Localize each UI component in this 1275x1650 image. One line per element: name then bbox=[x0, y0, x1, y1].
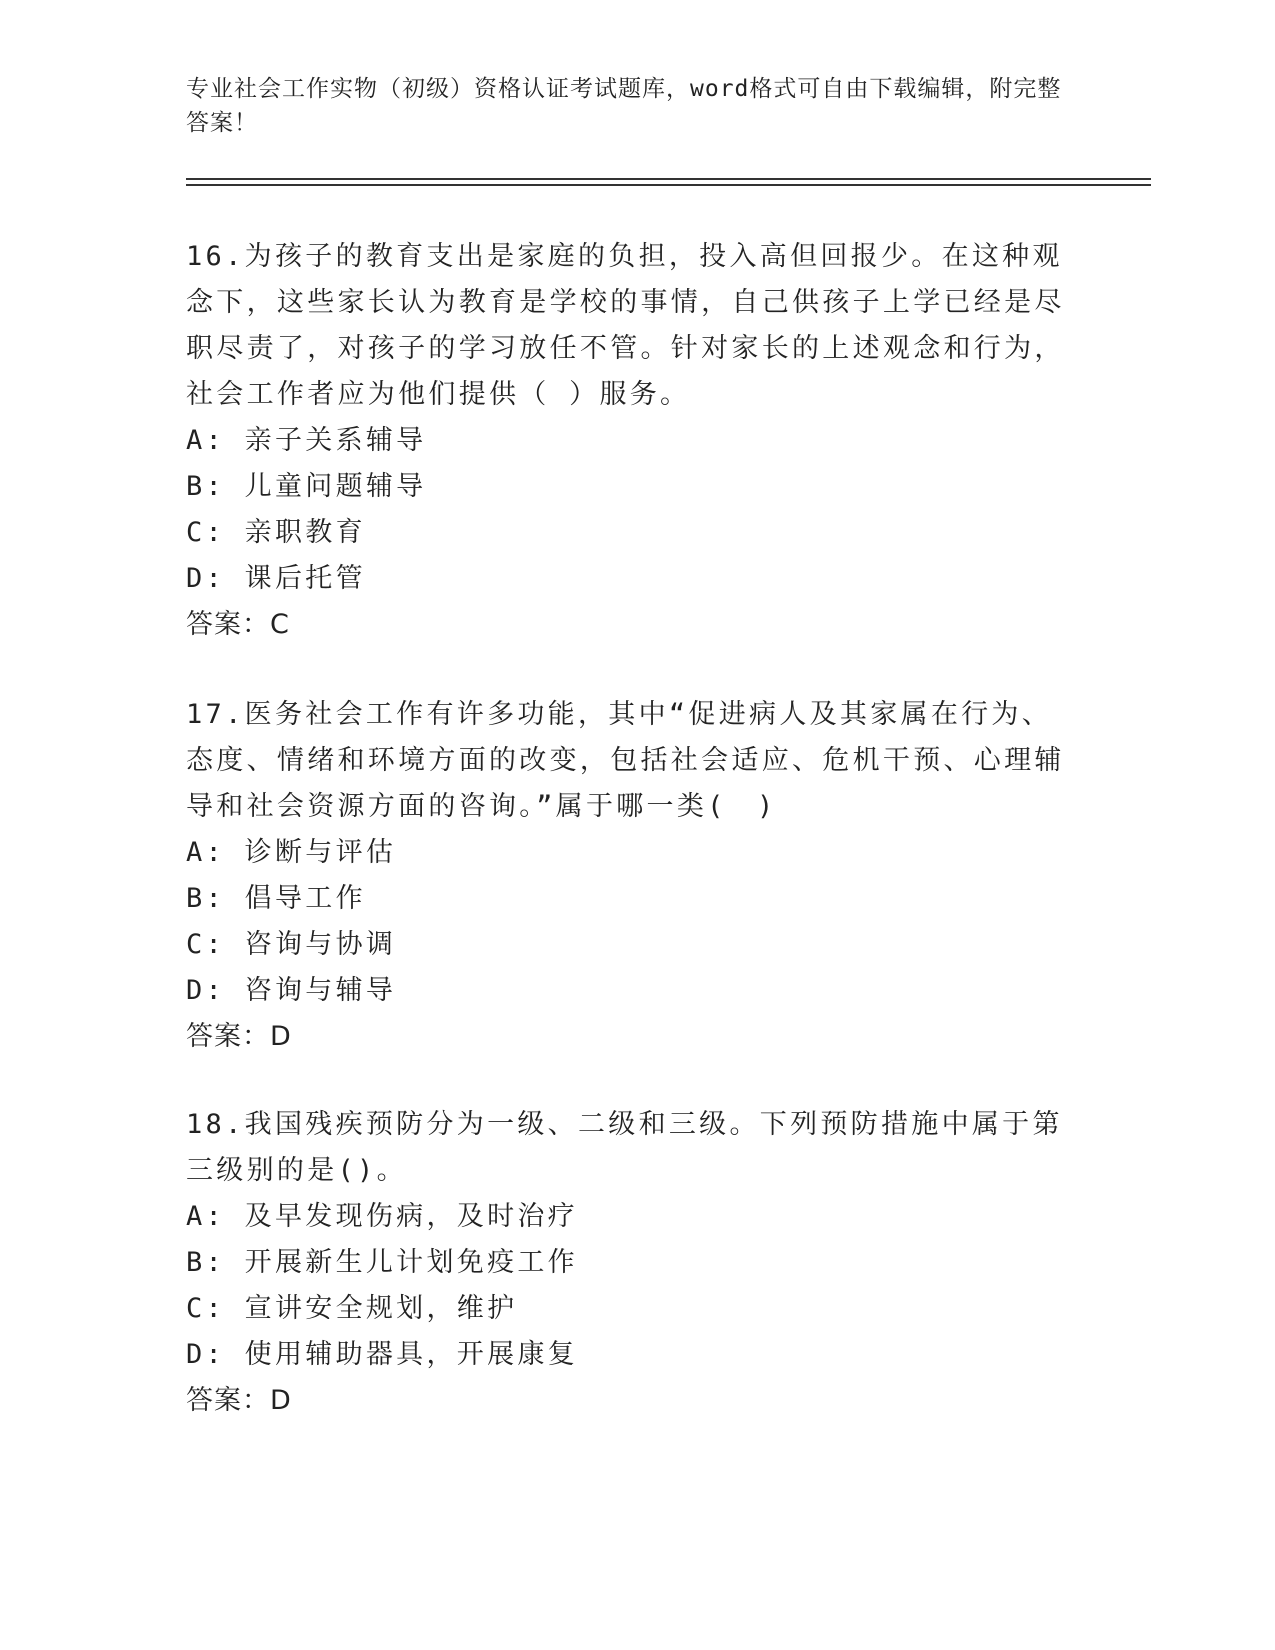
question-18 bbox=[186, 1102, 1076, 1424]
option-d: D: 咨询与辅导 bbox=[186, 975, 397, 1006]
option-b: B: 儿童问题辅导 bbox=[186, 471, 427, 502]
option-d: D: 课后托管 bbox=[186, 563, 366, 594]
option-b: B: 开展新生儿计划免疫工作 bbox=[186, 1247, 578, 1278]
question-stem: 17.医务社会工作有许多功能，其中“促进病人及其家属在行为、态度、情绪和环境方面的改变，包括社会适应、危机干预、心理辅导和社会资源方面的咨询。”属于哪一类( ) bbox=[186, 699, 1065, 822]
option-c: C: 宣讲安全规划，维护 bbox=[186, 1293, 518, 1324]
option-d: D: 使用辅助器具，开展康复 bbox=[186, 1339, 578, 1370]
answer: 答案：D bbox=[186, 1021, 292, 1052]
answer: 答案：D bbox=[186, 1385, 292, 1416]
option-a: A: 亲子关系辅导 bbox=[186, 425, 427, 456]
option-c: C: 亲职教育 bbox=[186, 517, 366, 548]
header-divider-bottom bbox=[186, 184, 1151, 186]
document-header: 专业社会工作实物（初级）资格认证考试题库，word格式可自由下载编辑，附完整答案！ bbox=[186, 76, 1062, 136]
question-stem: 18.我国残疾预防分为一级、二级和三级。下列预防措施中属于第三级别的是()。 bbox=[186, 1109, 1063, 1186]
option-c: C: 咨询与协调 bbox=[186, 929, 397, 960]
option-a: A: 诊断与评估 bbox=[186, 837, 397, 868]
question-16 bbox=[186, 234, 1076, 648]
option-a: A: 及早发现伤病，及时治疗 bbox=[186, 1201, 578, 1232]
answer: 答案：C bbox=[186, 609, 290, 640]
question-stem: 16.为孩子的教育支出是家庭的负担，投入高但回报少。在这种观念下，这些家长认为教育是学校的事情，自己供孩子上学已经是尽职尽责了，对孩子的学习放任不管。针对家长的上述观念和行为，社会工作者应为他们提供（ ）服务。 bbox=[186, 241, 1065, 410]
header-divider-top bbox=[186, 178, 1151, 180]
question-17 bbox=[186, 692, 1076, 1060]
option-b: B: 倡导工作 bbox=[186, 883, 366, 914]
